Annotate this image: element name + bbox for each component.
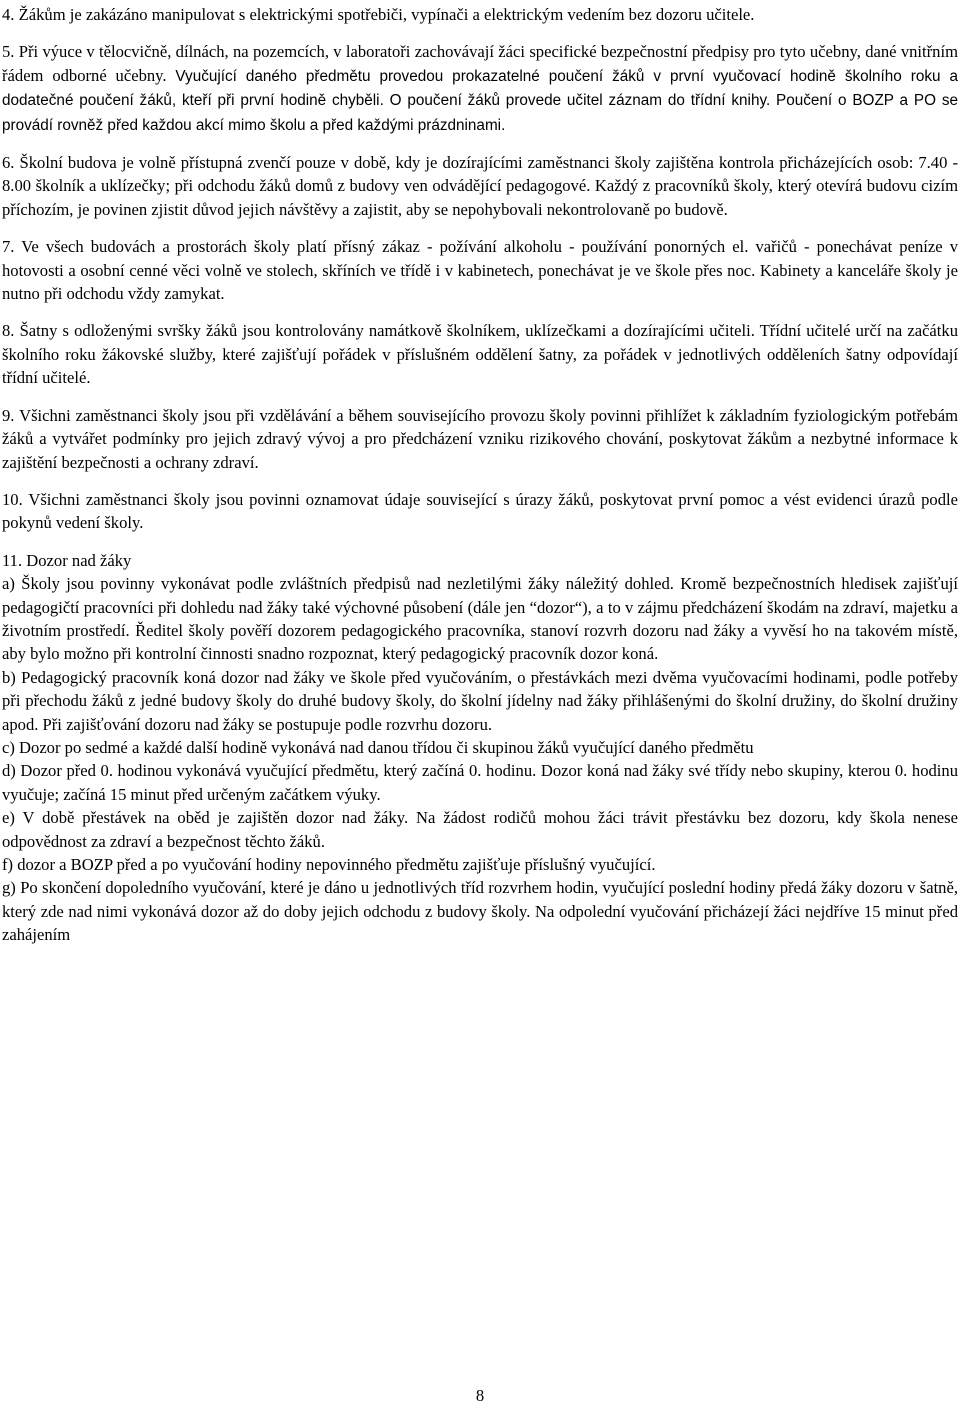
paragraph-7: 7. Ve všech budovách a prostorách školy platí přísný zákaz - požívání alkoholu - používání ponorných el. vařičů - ponechávat peníze v hotovosti a osobní cenné věci volně ve stolech, skříních ve třídě i v kabinetech, ponechávat je ve škole přes noc. Kabinety a kanceláře školy je nutno při odchodu vždy zamykat.	[2, 237, 958, 304]
section-11-item-d: d) Dozor před 0. hodinou vykonává vyučující předmětu, který začíná 0. hodinu. Dozor koná nad žáky své třídy nebo skupiny, kterou 0. hodinu vyučuje; začíná 15 minut před určeným začátkem výuky.	[2, 761, 958, 804]
paragraph-5	[2, 40, 958, 137]
paragraph-10: 10. Všichni zaměstnanci školy jsou povinni oznamovat údaje související s úrazy žáků, poskytovat první pomoc a vést evidenci úrazů podle pokynů vedení školy.	[2, 489, 958, 533]
section-11-item-g: g) Po skončení dopoledního vyučování, které je dáno u jednotlivých tříd rozvrhem hodin, vyučující poslední hodiny předá žáky dozoru v šatně, který zde nad nimi vykonává dozor až do doby jejich odchodu z budovy školy. Na odpolední vyučování přicházejí žáci nejdříve 15 minut před zahájením	[2, 878, 958, 945]
page-number: 8	[475, 1386, 485, 1405]
section-11-heading: 11. Dozor nad žáky	[2, 550, 132, 570]
paragraph-4: 4. Žákům je zakázáno manipulovat s elektrickými spotřebiči, vypínači a elektrickým vedením bez dozoru učitele.	[2, 5, 755, 24]
paragraph-5-part-2: Vyučující daného předmětu provedou prokazatelné poučení žáků v první vyučovací hodině školního roku a dodatečné poučení žáků, kteří při první hodině chyběli. O poučení žáků provede učitel záznam do třídní knihy. Poučení o BOZP a PO se provádí rovněž před každou akcí mimo školu a před každými prázdninami.	[2, 67, 958, 134]
paragraph-9: 9. Všichni zaměstnanci školy jsou při vzdělávání a během souvisejícího provozu školy povinni přihlížet k základním fyziologickým potřebám žáků a vytvářet podmínky pro jejich zdravý vývoj a pro předcházení vzniku rizikového chování, poskytovat žákům a nezbytné informace k zajištění bezpečnosti a ochrany zdraví.	[2, 405, 958, 472]
section-11-item-b: b) Pedagogický pracovník koná dozor nad žáky ve škole před vyučováním, o přestávkách mezi dvěma vyučovacími hodinami, podle potřeby při přechodu žáků z jedné budovy školy do druhé budovy školy, do školní jídelny nad žáky přihlášenými do školní družiny, do školní družiny apod. Při zajišťování dozoru nad žáky se postupuje podle rozvrhu dozoru.	[2, 667, 958, 734]
section-11-item-a: a) Školy jsou povinny vykonávat podle zvláštních předpisů nad nezletilými žáky náležitý dohled. Kromě bezpečnostních hledisek zajišťují pedagogičtí pracovníci při dohledu nad žáky také výchovné působení (dále jen “dozor“), a to v zájmu předcházení škodám na zdraví, majetku a životním prostředí. Ředitel školy pověří dozorem pedagogického pracovníka, stanoví rozvrh dozoru nad žáky a vyvěsí ho na takovém místě, aby bylo možno při kontrolní činnosti snadno rozpoznat, který pedagogický pracovník dozor koná.	[2, 574, 958, 664]
paragraph-5-part-1: 5. Při výuce v tělocvičně, dílnách, na pozemcích, v laboratoři zachovávají žáci specifické bezpečnostní předpisy pro tyto učebny, dané vnitřním řádem odborné učebny.	[2, 42, 958, 85]
section-11-item-c: c) Dozor po sedmé a každé další hodině vykonává nad danou třídou či skupinou žáků vyučující daného předmětu	[2, 737, 754, 757]
section-11-item-e: e) V době přestávek na oběd je zajištěn dozor nad žáky. Na žádost rodičů mohou žáci trávit přestávku bez dozoru, kdy škola nenese odpovědnost za zdraví a bezpečnost těchto žáků.	[2, 808, 958, 851]
paragraph-8: 8. Šatny s odloženými svršky žáků jsou kontrolovány namátkově školníkem, uklízečkami a dozírajícími učiteli. Třídní učitelé určí na začátku školního roku žákovské služby, které zajišťují pořádek v příslušném oddělení šatny, za pořádek v jednotlivých odděleních šatny odpovídají třídní učitelé.	[2, 321, 958, 388]
paragraph-6: 6. Školní budova je volně přístupná zvenčí pouze v době, kdy je dozírajícími zaměstnanci školy zajištěna kontrola přicházejících osob: 7.40 - 8.00 školník a uklízečky; při odchodu žáků domů z budovy ven odvádějící pedagogové. Každý z pracovníků školy, který otevírá budovu cizím příchozím, je povinen zjistit důvod jejich návštěvy a zajistit, aby se nepohybovali nekontrolovaně po budově.	[2, 153, 958, 219]
section-11-item-f: f) dozor a BOZP před a po vyučování hodiny nepovinného předmětu zajišťuje příslušný vyučující.	[2, 855, 656, 874]
